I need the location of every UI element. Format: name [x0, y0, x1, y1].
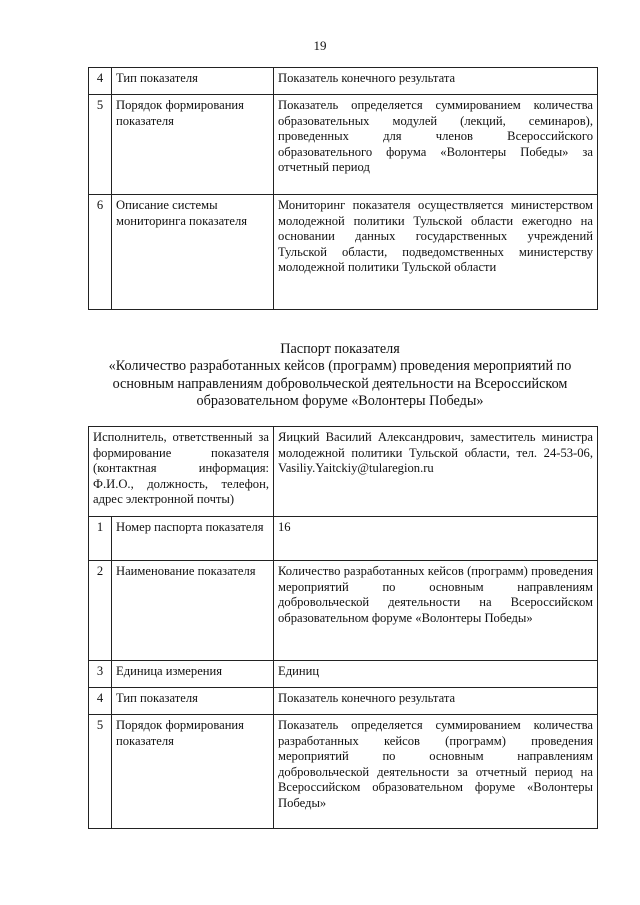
- row-label: Номер паспорта показателя: [112, 517, 274, 561]
- passport-table: [88, 426, 598, 829]
- row-value: 16: [274, 517, 598, 561]
- row-number: 5: [89, 95, 112, 195]
- row-label: Описание системы мониторинга показателя: [112, 195, 274, 310]
- table-row: [89, 195, 598, 310]
- passport-heading: [70, 341, 610, 411]
- indicator-table-continued: [88, 67, 598, 310]
- passport-subtitle-line: основным направлениям добровольческой деятельности на Всероссийском: [112, 375, 568, 392]
- row-value: Количество разработанных кейсов (программ) проведения мероприятий по основным направлениям добровольческой деятельности на Всероссийском образовательном форуме «Волонтеры Победы»: [274, 561, 598, 661]
- row-label: Наименование показателя: [112, 561, 274, 661]
- row-label: Порядок формирования показателя: [112, 715, 274, 829]
- row-number: 3: [89, 661, 112, 688]
- row-number: 1: [89, 517, 112, 561]
- row-label: Порядок формирования показателя: [112, 95, 274, 195]
- table-row: [89, 561, 598, 661]
- row-number: 2: [89, 561, 112, 661]
- row-label: Единица измерения: [112, 661, 274, 688]
- page-number: 19: [313, 38, 327, 53]
- table-row: [89, 95, 598, 195]
- table-row: [89, 715, 598, 829]
- row-number: 5: [89, 715, 112, 829]
- table-row: [89, 661, 598, 688]
- passport-title: Паспорт показателя: [280, 341, 400, 357]
- passport-subtitle-line: образовательном форуме «Волонтеры Победы»: [196, 393, 484, 410]
- row-value: Показатель конечного результата: [274, 68, 598, 95]
- passport-subtitle-line: «Количество разработанных кейсов (программ) проведения мероприятий по: [108, 358, 572, 375]
- row-number: 4: [89, 688, 112, 715]
- executor-row: [89, 427, 598, 517]
- executor-value: Яицкий Василий Александрович, заместитель министра молодежной политики Тульской области, тел. 24-53-06, Vasiliy.Yaitckiy@tularegion.ru: [274, 427, 598, 517]
- row-label: Тип показателя: [112, 68, 274, 95]
- table-row: [89, 517, 598, 561]
- row-value: Мониторинг показателя осуществляется министерством молодежной политики Тульской области ежегодно на основании данных государственных учреждений Тульской области, подведомственных министерству молодежной политики Тульской области: [274, 195, 598, 310]
- row-value: Показатель определяется суммированием количества разработанных кейсов (программ) проведения мероприятий по основным направлениям добровольческой деятельности за отчетный период на Всероссийском образовательном форуме «Волонтеры Победы»: [274, 715, 598, 829]
- row-value: Единиц: [274, 661, 598, 688]
- row-value: Показатель конечного результата: [274, 688, 598, 715]
- row-number: 4: [89, 68, 112, 95]
- table-row: [89, 688, 598, 715]
- row-value: Показатель определяется суммированием количества образовательных модулей (лекций, семинаров), проведенных для членов Всероссийского образовательного форума «Волонтеры Победы» за отчетный период: [274, 95, 598, 195]
- row-label: Тип показателя: [112, 688, 274, 715]
- row-number: 6: [89, 195, 112, 310]
- table-row: [89, 68, 598, 95]
- executor-label: Исполнитель, ответственный за формирование показателя (контактная информация: Ф.И.О., должность, телефон, адрес электронной почты): [89, 427, 274, 517]
